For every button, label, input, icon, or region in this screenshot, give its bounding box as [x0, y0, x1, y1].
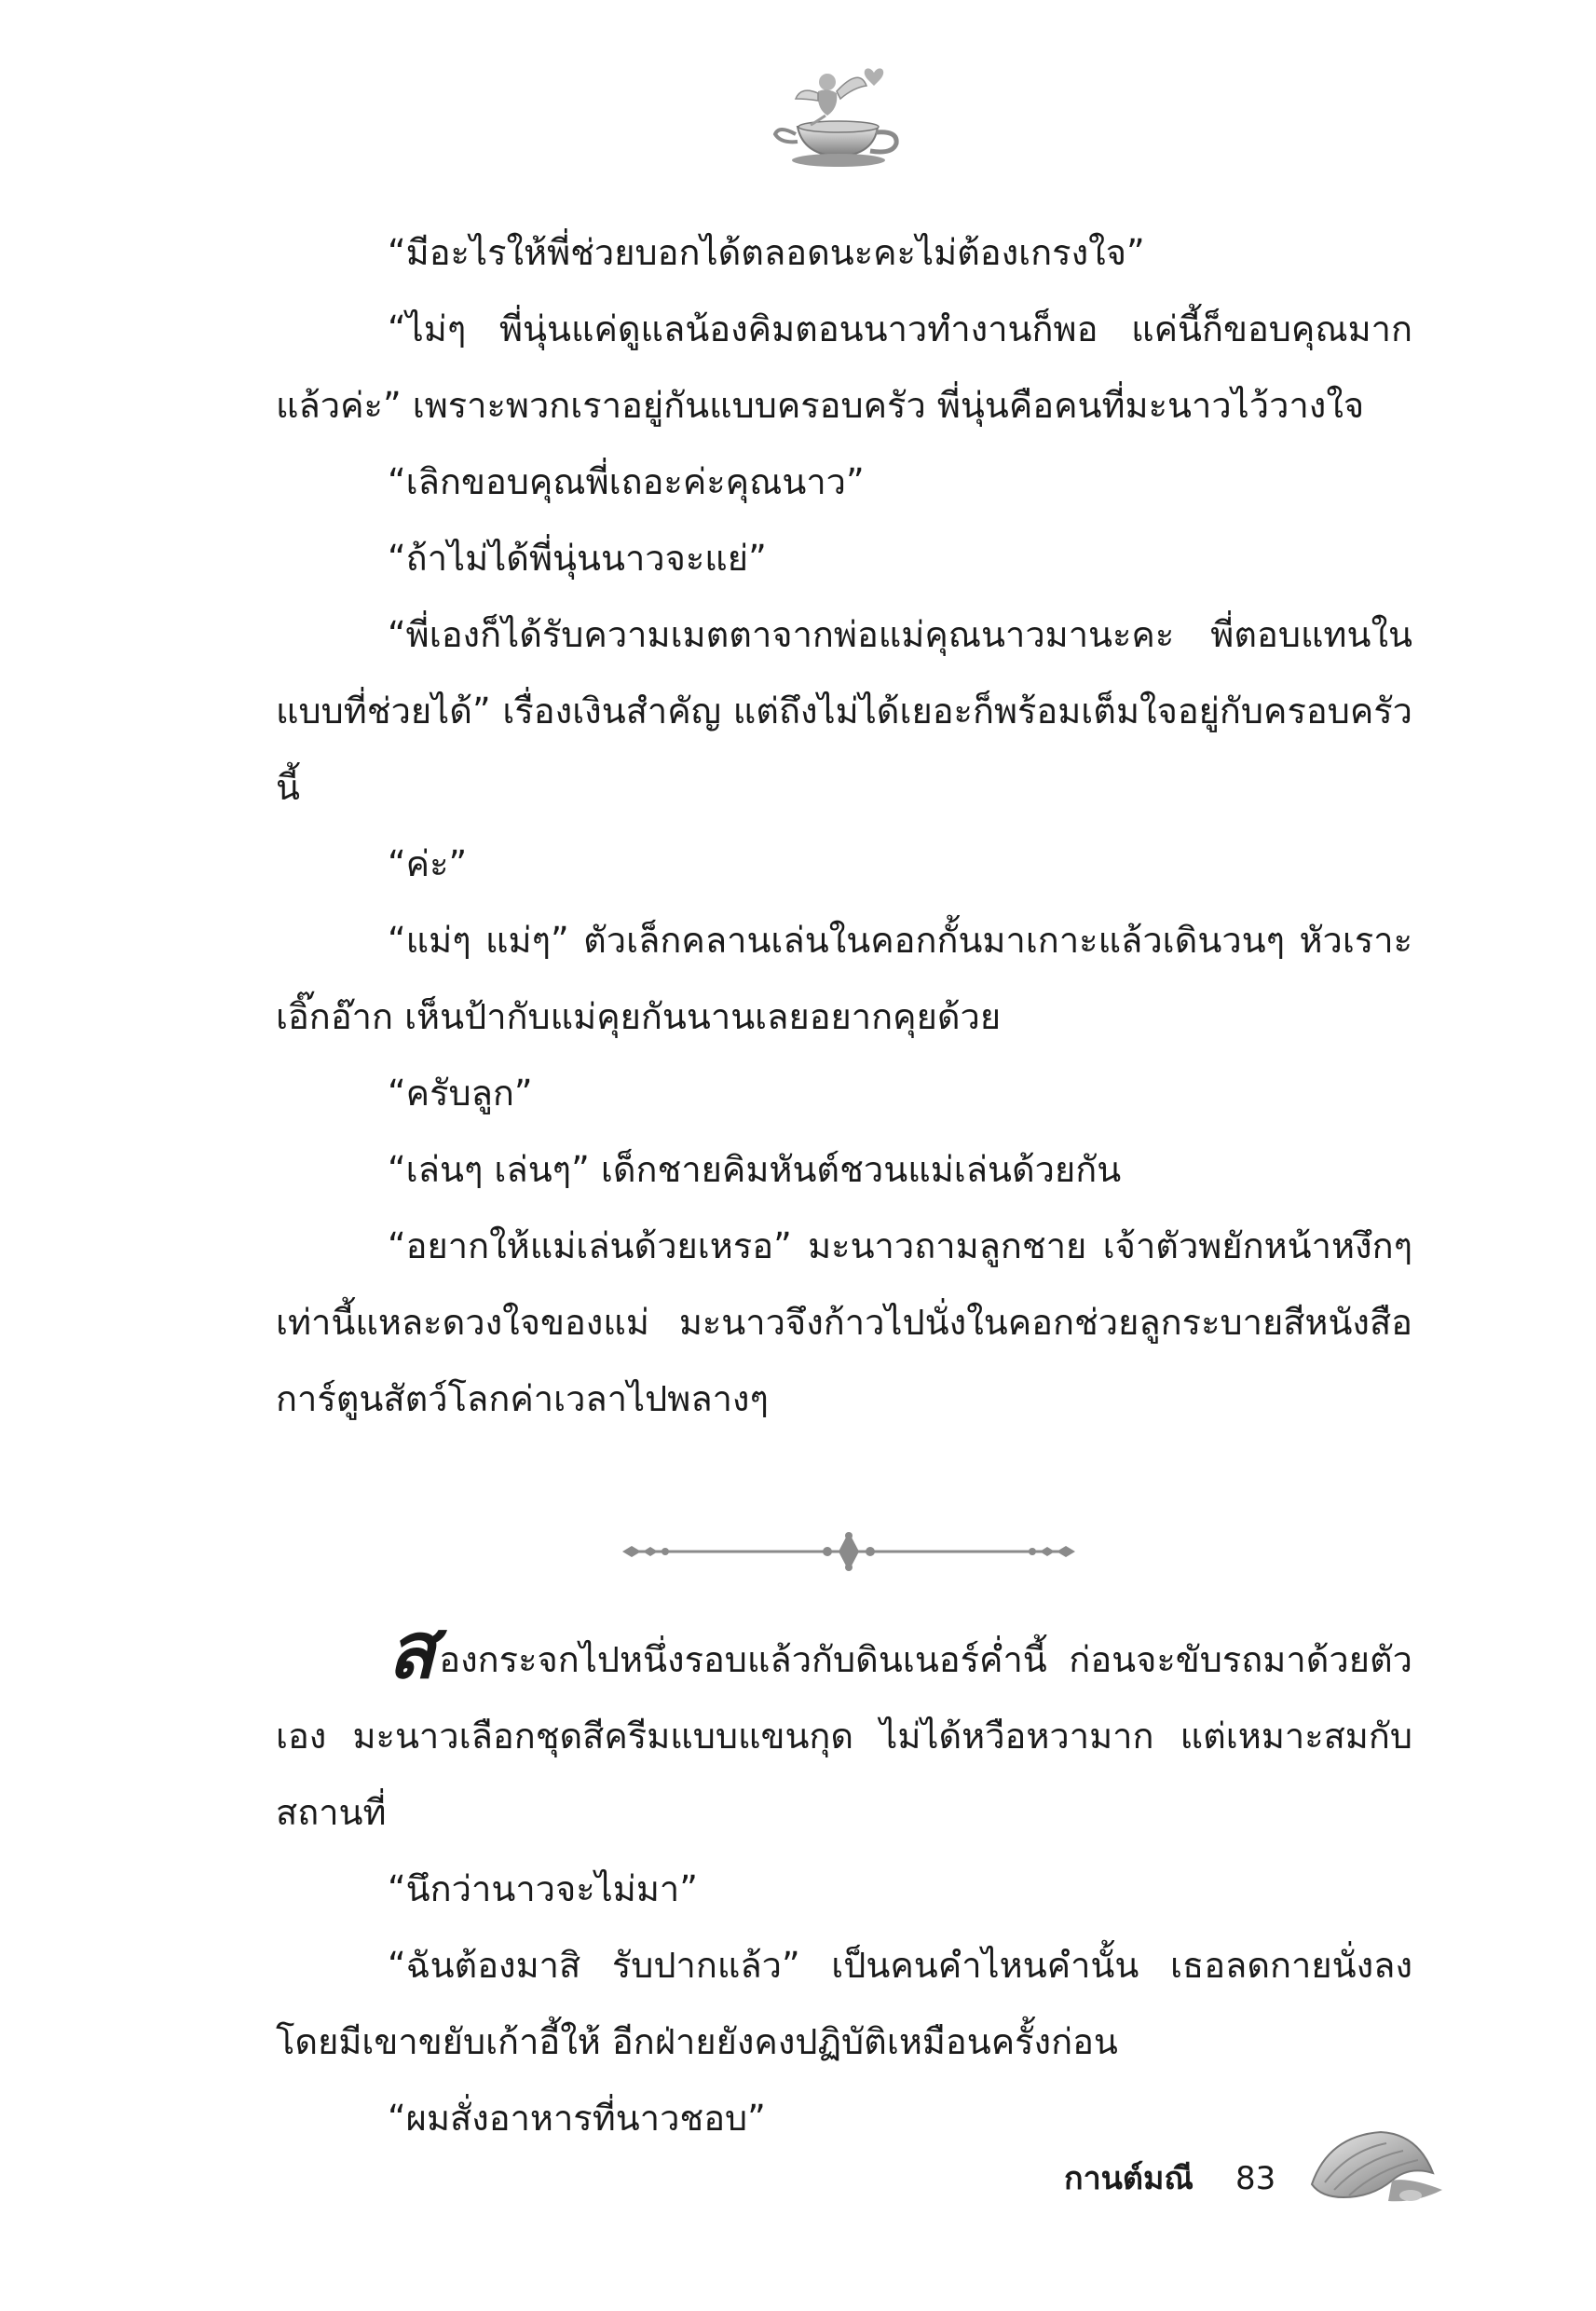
- paragraph: “ฉันต้องมาสิ รับปากแล้ว” เป็นคนคำไหนคำนั้น เธอลดกายนั่งลงโดยมีเขาขยับเก้าอี้ให้ อีกฝ่ายยังคงปฏิบัติเหมือนครั้งก่อน: [276, 1945, 1412, 2062]
- paragraph: “อยากให้แม่เล่นด้วยเหรอ” มะนาวถามลูกชาย เจ้าตัวพยักหน้าหงึกๆ เท่านี้แหละดวงใจของแม่ มะนาวจึงก้าวไปนั่งในคอกช่วยลูกระบายสีหนังสือการ์ตูนสัตว์โลกค่าเวลาไปพลางๆ: [276, 1225, 1412, 1419]
- paragraph: “ไม่ๆ พี่นุ่นแค่ดูแลน้องคิมตอนนาวทำงานก็พอ แค่นี้ก็ขอบคุณมากแล้วค่ะ” เพราะพวกเราอยู่กันแบบครอบครัว พี่นุ่นคือคนที่มะนาวไว้วางใจ: [276, 308, 1412, 426]
- seashell-ornament-icon: [1306, 2123, 1446, 2207]
- paragraph: “เล่นๆ เล่นๆ” เด็กชายคิมหันต์ชวนแม่เล่นด้วยกัน: [388, 1149, 1122, 1190]
- paragraph: “ถ้าไม่ได้พี่นุ่นนาวจะแย่”: [388, 538, 767, 579]
- body-text-top: [276, 214, 1412, 1437]
- paragraph: “เลิกขอบคุณพี่เถอะค่ะคุณนาว”: [388, 461, 865, 502]
- page-footer: [1053, 2151, 1295, 2207]
- paragraph: “มีอะไรให้พี่ช่วยบอกได้ตลอดนะคะไม่ต้องเกรงใจ”: [388, 232, 1145, 273]
- page-number: 83: [1235, 2160, 1276, 2197]
- teacup-cherub-ornament-icon: [770, 58, 909, 171]
- paragraph: “ครับลูก”: [388, 1073, 533, 1114]
- paragraph: “พี่เองก็ได้รับความเมตตาจากพ่อแม่คุณนาวมานะคะ พี่ตอบแทนในแบบที่ช่วยได้” เรื่องเงินสำคัญ แต่ถึงไม่ได้เยอะก็พร้อมเต็มใจอยู่กับครอบครัวนี้: [276, 614, 1412, 808]
- paragraph: “นึกว่านาวจะไม่มา”: [388, 1868, 698, 1909]
- paragraph: “ค่ะ”: [388, 843, 468, 884]
- paragraph: “ผมสั่งอาหารที่นาวชอบ”: [388, 2098, 766, 2139]
- drop-cap: ส: [388, 1605, 436, 1696]
- body-text-bottom: [276, 1605, 1412, 2156]
- dropcap-paragraph-text: ่องกระจกไปหนึ่งรอบแล้วกับดินเนอร์ค่ำนี้ ก่อนจะขับรถมาด้วยตัวเอง มะนาวเลือกชุดสีครีมแบบแขนกุด ไม่ได้หวือหวามาก แต่เหมาะสมกับสถานที่: [276, 1639, 1412, 1833]
- paragraph: “แม่ๆ แม่ๆ” ตัวเล็กคลานเล่นในคอกกั้นมาเกาะแล้วเดินวนๆ หัวเราะเอิ๊กอ๊าก เห็นป้ากับแม่คุยกันนานเลยอยากคุยด้วย: [276, 920, 1412, 1037]
- paragraph-with-dropcap: [276, 1605, 1412, 1851]
- running-title: กานต์มณี: [1064, 2160, 1194, 2197]
- flourish-divider-icon: [621, 1528, 1077, 1575]
